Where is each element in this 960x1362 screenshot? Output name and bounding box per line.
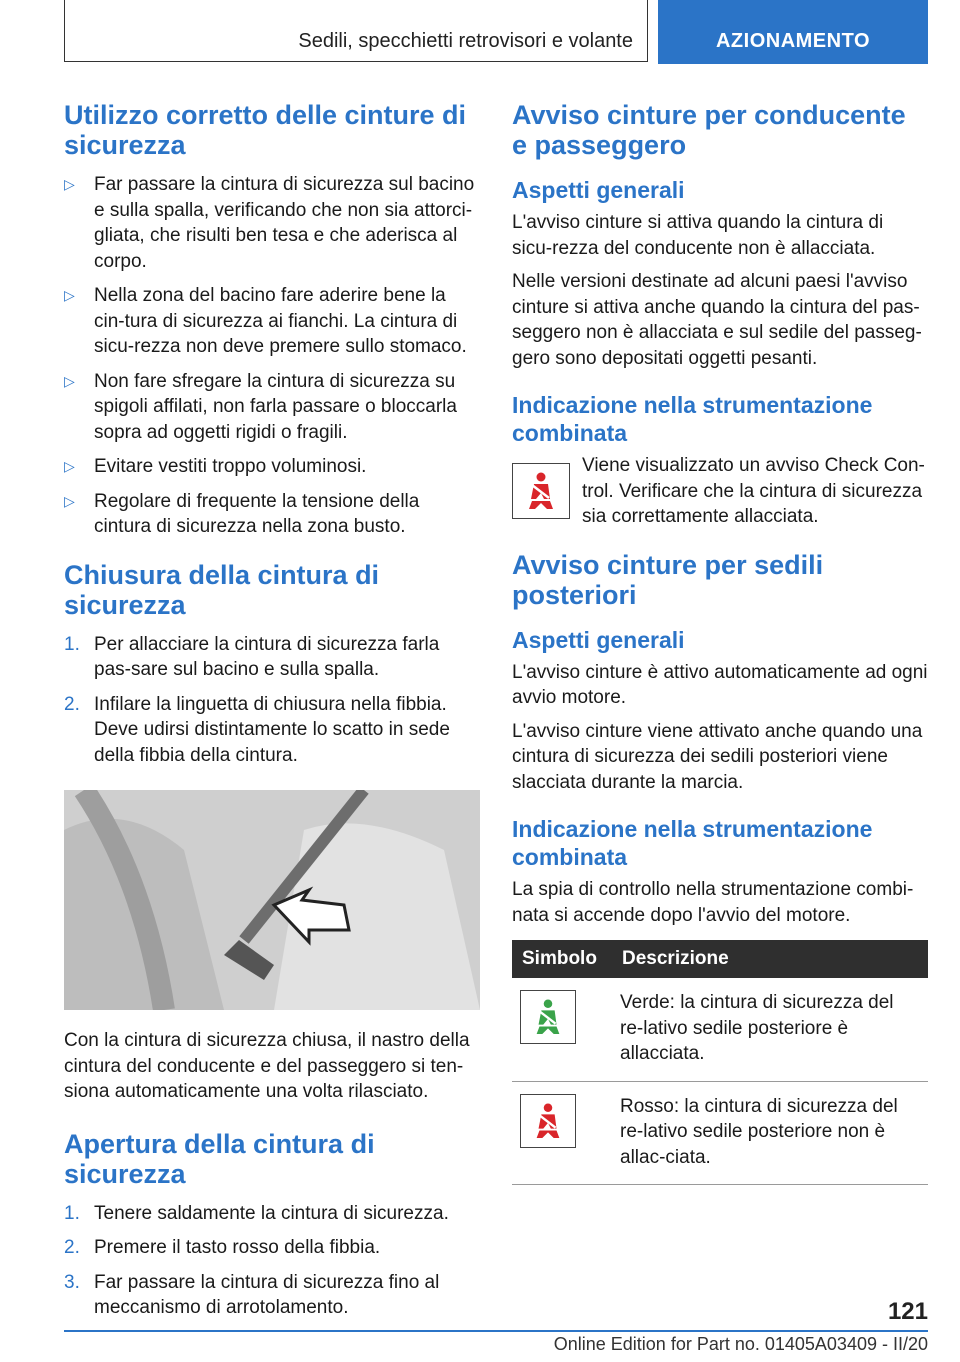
page-number: 121	[887, 1298, 928, 1325]
heading-aspetti-generali: Aspetti generali	[512, 177, 685, 203]
heading-avviso-conducente: Avviso cinture per conducente e passeggero	[512, 100, 906, 160]
seatbelt-red-icon	[520, 1094, 576, 1148]
triangle-bullet-icon: ▷	[64, 458, 75, 474]
section-title: Sedili, specchietti retrovisori e volante	[298, 30, 633, 52]
triangle-bullet-icon: ▷	[64, 176, 75, 192]
paragraph: L'avviso cinture si attiva quando la cintura di sicu-rezza del conducente non è allacciata.	[512, 212, 884, 259]
chapter-tab	[658, 0, 928, 64]
heading-avviso-posteriori: Avviso cinture per sedili posteriori	[512, 549, 824, 610]
warning-text: Viene visualizzato un avviso Check Con-trol. Verificare che la cintura di sicurezza sia correttamente allacciata.	[582, 455, 925, 527]
list-item: ▷ Nella zona del bacino fare aderire bene la cin-tura di sicurezza ai fianchi. La cintura di sicu-rezza non deve premere sullo stomaco.	[64, 285, 467, 357]
heading-corretto: Utilizzo corretto delle cinture di sicurezza	[64, 100, 467, 160]
right-column	[512, 100, 928, 1185]
heading-chiusura: Chiusura della cintura di sicurezza	[64, 559, 380, 620]
chapter-title: AZIONAMENTO	[715, 30, 870, 52]
list-item: ▷ Non fare sfregare la cintura di sicurezza su spigoli affilati, non farla passare o bloccarla sopra ad oggetti rigidi o fragili.	[64, 370, 457, 443]
page-header	[64, 0, 928, 64]
footer-divider	[64, 1330, 928, 1332]
list-item: 2. Infilare la linguetta di chiusura nella fibbia. Deve udirsi distintamente lo scatto in sede della fibbia della cintura.	[64, 693, 450, 766]
heading-apertura: Apertura della cintura di sicurezza	[64, 1128, 375, 1189]
heading-indicazione-2: Indicazione nella strumentazione combinata	[512, 816, 873, 870]
list-item: 1. Per allacciare la cintura di sicurezza farla pas-sare sul bacino e sulla spalla.	[64, 633, 440, 680]
list-item: ▷ Evitare vestiti troppo voluminosi.	[64, 454, 480, 480]
seatbelt-green-icon	[520, 990, 576, 1044]
list-item: 2. Premere il tasto rosso della fibbia.	[64, 1237, 381, 1258]
section-tab	[64, 0, 648, 62]
table-row	[512, 1081, 928, 1185]
heading-indicazione: Indicazione nella strumentazione combinata	[512, 392, 873, 446]
seatbelt-photo-illustration	[64, 790, 480, 1010]
col-header-symbol: Simbolo	[512, 940, 612, 978]
table-row	[512, 978, 928, 1081]
triangle-bullet-icon: ▷	[64, 492, 75, 509]
heading-aspetti-generali-2: Aspetti generali	[512, 626, 685, 653]
table-cell-description: Verde: la cintura di sicurezza del re-lativo sedile posteriore è allacciata.	[612, 978, 928, 1081]
table-header-row	[512, 940, 928, 978]
col-header-description: Descrizione	[612, 940, 928, 978]
list-item: ▷ Far passare la cintura di sicurezza sul bacino e sulla spalla, verificando che non sia attorci-gliata, che risulti ben tesa e che aderisca al corpo.	[64, 174, 475, 272]
apertura-steps	[64, 1201, 480, 1321]
triangle-bullet-icon: ▷	[64, 372, 75, 389]
check-control-warning	[512, 453, 928, 530]
triangle-bullet-icon: ▷	[64, 287, 75, 303]
paragraph: L'avviso cinture viene attivato anche quando una cintura di sicurezza dei sedili posteriori viene slacciata durante la marcia.	[512, 720, 923, 793]
photo-caption: Con la cintura di sicurezza chiusa, il nastro della cintura del conducente e del passeggero si ten-siona automaticamente una volta rilasciato.	[64, 1030, 470, 1102]
paragraph: L'avviso cinture è attivo automaticamente ad ogni avvio motore.	[512, 661, 928, 708]
seatbelt-photo	[64, 790, 480, 1010]
chiusura-steps	[64, 632, 480, 769]
paragraph: La spia di controllo nella strumentazione combi-nata si accende dopo l'avvio del motore.	[512, 879, 914, 926]
list-item: 1. Tenere saldamente la cintura di sicurezza.	[64, 1202, 449, 1224]
edition-label: Online Edition for Part no. 01405A03409 - II/20	[553, 1334, 928, 1354]
usage-bullet-list	[64, 172, 480, 540]
list-item: 3. Far passare la cintura di sicurezza fino al meccanismo di arrotolamento.	[64, 1271, 440, 1318]
left-column	[64, 100, 480, 1331]
paragraph: Nelle versioni destinate ad alcuni paesi l'avviso cinture si attiva anche quando la cintura del pas-seggero non è allacciata e sul sedile del passeg-gero sono depositati oggetti pesanti.	[512, 271, 922, 369]
seatbelt-warning-icon	[512, 463, 570, 519]
symbol-table	[512, 940, 928, 1185]
table-cell-description: Rosso: la cintura di sicurezza del re-lativo sedile posteriore non è allac-ciata.	[612, 1081, 928, 1185]
list-item: ▷ Regolare di frequente la tensione della cintura di sicurezza nella zona busto.	[64, 490, 420, 537]
